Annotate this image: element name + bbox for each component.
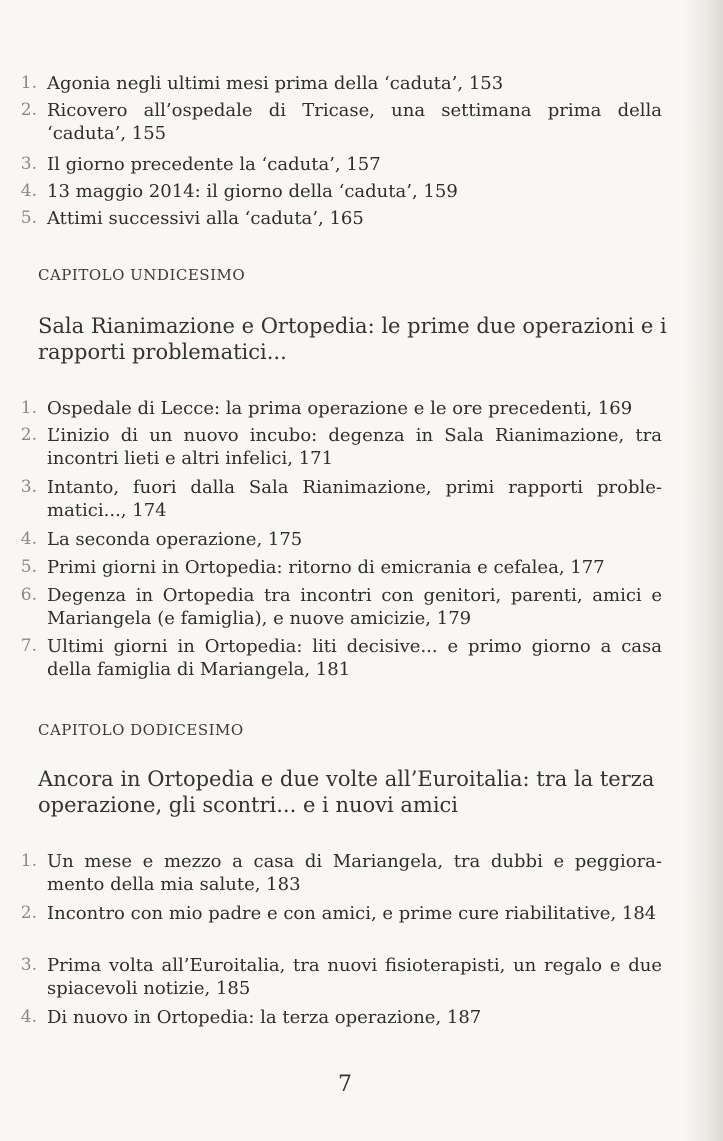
toc-entry: 4. 13 maggio 2014: il giorno della ‘caduta’, 159: [20, 181, 458, 202]
toc-entry: 5. Primi giorni in Ortopedia: ritorno di emicrania e cefalea, 177: [20, 557, 605, 578]
toc-entry: 4. La seconda operazione, 175: [20, 529, 303, 550]
toc-entry: 3. Il giorno precedente la ‘caduta’, 157: [20, 154, 381, 175]
toc-list-continued: [0, 72, 723, 230]
chapter-label: CAPITOLO DODICESIMO: [38, 721, 244, 739]
toc-list-chapter-11: [0, 397, 723, 681]
toc-entry: 3. Prima volta all’Euroitalia, tra nuovi fisioterapisti, un regalo e due spiacevoli notizie, 185: [20, 955, 662, 999]
toc-list-chapter-12: [0, 850, 723, 1029]
toc-entry: 4. Di nuovo in Ortopedia: la terza operazione, 187: [20, 1007, 482, 1028]
chapter-title: Sala Rianimazione e Ortopedia: le prime due operazioni e i rapporti problematici...: [38, 314, 667, 364]
toc-entry: 5. Attimi successivi alla ‘caduta’, 165: [20, 208, 364, 229]
chapter-title: Ancora in Ortopedia e due volte all’Euroitalia: tra la terza operazione, gli scontri... e i nuovi amici: [38, 767, 655, 817]
toc-entry: 6. Degenza in Ortopedia tra incontri con genitori, parenti, amici e Mariangela (e famiglia), e nuove amicizie, 179: [20, 585, 662, 629]
toc-entry: 2. Incontro con mio padre e con amici, e prime cure riabilitative, 184: [20, 903, 657, 924]
page-number: 7: [338, 1072, 352, 1097]
toc-entry: 1. Un mese e mezzo a casa di Mariangela, tra dubbi e peggiora-mento della mia salute, 183: [20, 851, 662, 895]
toc-entry: 2. L’inizio di un nuovo incubo: degenza in Sala Rianimazione, tra incontri lieti e altri infelici, 171: [20, 425, 662, 469]
toc-entry: 2. Ricovero all’ospedale di Tricase, una settimana prima della ‘caduta’, 155: [20, 100, 662, 144]
toc-entry: 1. Agonia negli ultimi mesi prima della ‘caduta’, 153: [20, 73, 504, 94]
toc-entry: 7. Ultimi giorni in Ortopedia: liti decisive... e primo giorno a casa della famiglia di Mariangela, 181: [20, 636, 662, 680]
chapter-label: CAPITOLO UNDICESIMO: [38, 266, 246, 284]
toc-entry: 3. Intanto, fuori dalla Sala Rianimazione, primi rapporti proble-matici..., 174: [20, 477, 662, 521]
toc-entry: 1. Ospedale di Lecce: la prima operazione e le ore precedenti, 169: [20, 398, 633, 419]
